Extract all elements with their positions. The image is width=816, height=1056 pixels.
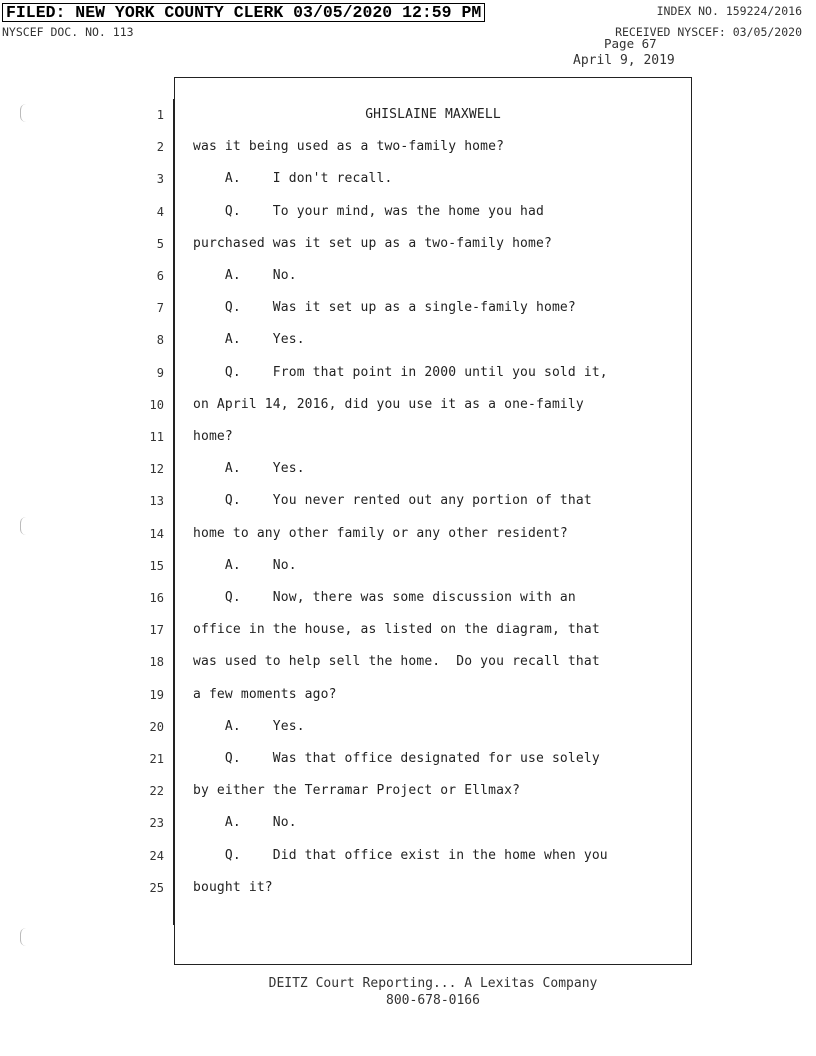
line-number: 11	[149, 430, 164, 444]
line-number: 13	[149, 494, 164, 509]
line-number: 20	[149, 719, 164, 734]
line-number: 17	[149, 623, 164, 638]
line-number: 16	[149, 591, 164, 605]
transcript-line	[0, 556, 816, 576]
index-number: INDEX NO. 159224/2016	[656, 4, 802, 18]
line-number: 10	[149, 397, 164, 412]
line-number: 18	[149, 655, 164, 670]
transcript-line	[0, 846, 816, 866]
transcript-line	[0, 524, 816, 544]
line-text: A. I don't recall.	[193, 171, 393, 187]
doc-number: NYSCEF DOC. NO. 113	[2, 25, 134, 39]
line-text: A. Yes.	[193, 718, 305, 734]
line-text: by either the Terramar Project or Ellmax?	[193, 783, 521, 799]
line-number: 23	[149, 816, 164, 831]
transcript-line	[0, 781, 816, 801]
transcript-line	[0, 491, 816, 511]
transcript-line	[0, 105, 816, 125]
transcript-line	[0, 652, 816, 672]
line-number: 4	[156, 204, 164, 219]
transcript-line	[0, 137, 816, 157]
line-text: on April 14, 2016, did you use it as a one-family	[193, 396, 584, 412]
page-number: Page 67	[604, 36, 657, 51]
line-text: A. Yes.	[193, 461, 305, 477]
line-text: home to any other family or any other resident?	[193, 525, 568, 541]
line-number: 24	[149, 848, 164, 863]
line-number: 3	[156, 172, 164, 187]
line-text: was used to help sell the home. Do you recall that	[193, 654, 600, 670]
line-number: 15	[149, 558, 164, 573]
line-text: purchased was it set up as a two-family home?	[193, 235, 552, 251]
line-number: 25	[149, 880, 164, 895]
line-text: office in the house, as listed on the diagram, that	[193, 622, 600, 638]
margin-mark	[20, 928, 27, 946]
line-text: A. Yes.	[193, 332, 305, 348]
transcript-line	[0, 363, 816, 383]
footer-company: DEITZ Court Reporting... A Lexitas Company	[268, 976, 598, 991]
line-number: 2	[156, 140, 164, 155]
filed-stamp: FILED: NEW YORK COUNTY CLERK 03/05/2020 12:59 PM	[2, 3, 485, 22]
line-text: A. No.	[193, 268, 297, 283]
footer-phone: 800-678-0166	[386, 993, 480, 1008]
witness-name: GHISLAINE MAXWELL	[365, 107, 501, 122]
transcript-line	[0, 169, 816, 189]
transcript-line	[0, 459, 816, 479]
transcript-line	[0, 749, 816, 769]
line-number: 5	[156, 236, 164, 251]
transcript-line	[0, 620, 816, 640]
transcript-line	[0, 330, 816, 350]
line-number: 22	[149, 784, 164, 799]
transcript-line	[0, 395, 816, 415]
line-number: 21	[149, 752, 164, 766]
deposition-date: April 9, 2019	[573, 53, 675, 68]
line-text: home?	[193, 429, 233, 444]
transcript-line	[0, 298, 816, 318]
line-number: 1	[156, 108, 164, 122]
transcript-line	[0, 878, 816, 898]
line-number: 12	[149, 462, 164, 477]
line-number: 19	[149, 687, 164, 702]
transcript-line	[0, 266, 816, 286]
line-text: Q. Was that office designated for use solely	[193, 751, 600, 766]
line-text: Q. Did that office exist in the home when you	[193, 847, 608, 863]
line-number: 7	[156, 301, 164, 316]
line-text: a few moments ago?	[193, 686, 337, 702]
transcript-line	[0, 234, 816, 254]
line-number: 6	[156, 269, 164, 283]
line-text: bought it?	[193, 879, 273, 895]
transcript-line	[0, 427, 816, 447]
line-text: Q. You never rented out any portion of that	[193, 493, 592, 509]
line-text: Q. To your mind, was the home you had	[193, 203, 544, 219]
transcript-line	[0, 685, 816, 705]
transcript-line	[0, 588, 816, 608]
line-text: A. No.	[193, 815, 297, 831]
transcript-line	[0, 717, 816, 737]
received-date: RECEIVED NYSCEF: 03/05/2020	[615, 25, 802, 39]
line-number: 8	[156, 333, 164, 348]
line-text: A. No.	[193, 557, 297, 573]
line-text: Q. Now, there was some discussion with an	[193, 590, 576, 605]
line-text: Q. From that point in 2000 until you sold it,	[193, 364, 608, 380]
line-text: Q. Was it set up as a single-family home?	[193, 300, 576, 316]
line-number: 14	[149, 526, 164, 541]
transcript-line	[0, 202, 816, 222]
transcript-line	[0, 813, 816, 833]
line-text: was it being used as a two-family home?	[193, 139, 505, 155]
line-number: 9	[156, 365, 164, 380]
